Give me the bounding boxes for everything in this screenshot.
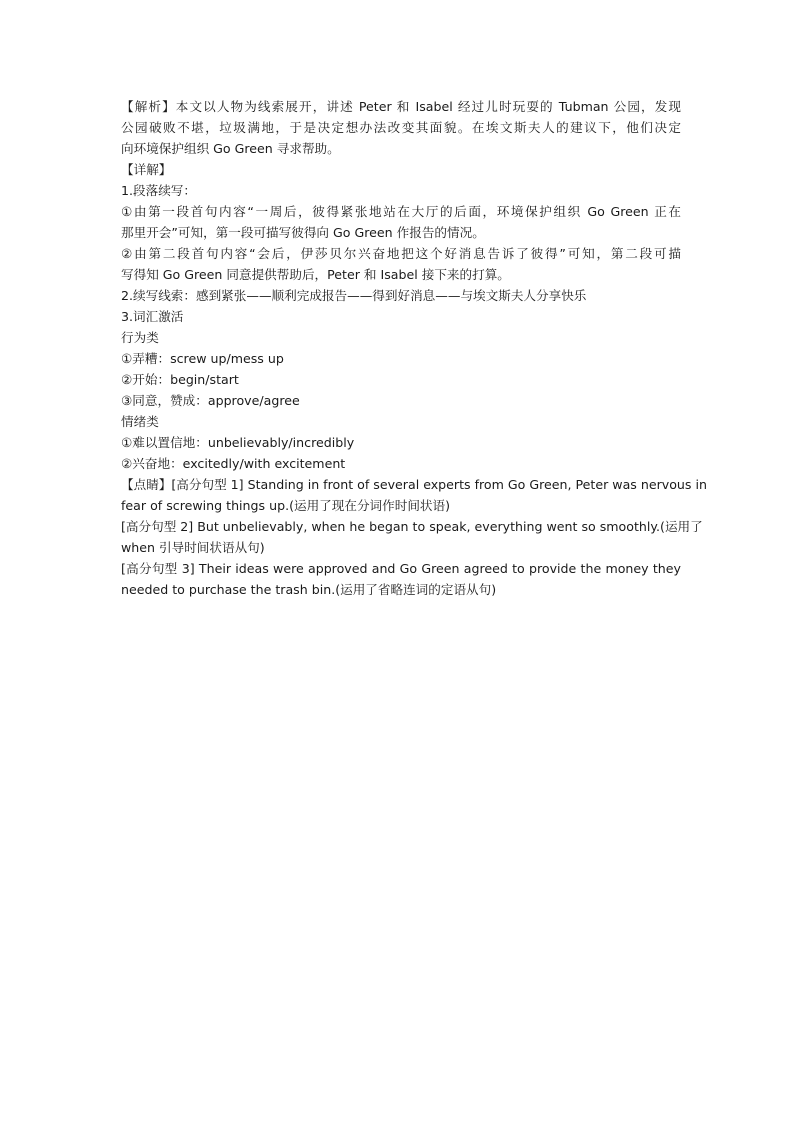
highlight-sentence-2 (121, 516, 703, 558)
highlight-line: fear of screwing things up.(运用了现在分词作时间状语) (121, 498, 451, 513)
emotion-item: ②兴奋地：excitedly/with excitement (121, 456, 346, 471)
highlight-line: [高分句型 3] Their ideas were approved and Go Green agreed to provide the money they (121, 561, 681, 576)
analysis-line: 向环境保护组织 Go Green 寻求帮助。 (121, 141, 340, 156)
emotion-title: 情绪类 (121, 414, 159, 429)
point1-line: 那里开会”可知，第一段可描写彼得向 Go Green 作报告的情况。 (121, 225, 485, 240)
behavior-item: ①弄糟：screw up/mess up (121, 351, 284, 366)
highlight-line: [高分句型 2] But unbelievably, when he began to speak, everything went so smoothly.(运用了 (121, 519, 703, 534)
section2-clues: 2.续写线索：感到紧张——顺利完成报告——得到好消息——与埃文斯夫人分享快乐 (121, 288, 587, 303)
highlight-sentence-3 (121, 558, 681, 600)
document-page (121, 96, 707, 600)
analysis-line: 【解析】本文以人物为线索展开，讲述 Peter 和 Isabel 经过儿时玩耍的 Tubman 公园，发现 (121, 99, 681, 114)
emotion-item: ①难以置信地：unbelievably/incredibly (121, 435, 355, 450)
highlight-line: needed to purchase the trash bin.(运用了省略连词的定语从句) (121, 582, 497, 597)
section3-title: 3.词汇激活 (121, 309, 184, 324)
point1-line: ①由第一段首句内容“一周后，彼得紧张地站在大厅的后面，环境保护组织 Go Green 正在 (121, 204, 681, 219)
details-heading: 【详解】 (121, 162, 172, 177)
point2-line: 写得知 Go Green 同意提供帮助后，Peter 和 Isabel 接下来的打算。 (121, 267, 510, 282)
behavior-title: 行为类 (121, 330, 159, 345)
point1-paragraph (121, 201, 681, 243)
analysis-paragraph (121, 96, 681, 159)
behavior-item: ③同意，赞成：approve/agree (121, 393, 300, 408)
point2-paragraph (121, 243, 681, 285)
point2-line: ②由第二段首句内容“会后，伊莎贝尔兴奋地把这个好消息告诉了彼得”可知，第二段可描 (121, 246, 681, 261)
analysis-line: 公园破败不堪，垃圾满地，于是决定想办法改变其面貌。在埃文斯夫人的建议下，他们决定 (121, 120, 681, 135)
behavior-item: ②开始：begin/start (121, 372, 239, 387)
highlight-sentence-1 (121, 474, 707, 516)
highlight-line: when 引导时间状语从句) (121, 540, 265, 555)
highlight-line: 【点睛】[高分句型 1] Standing in front of several experts from Go Green, Peter was nervous in (121, 477, 707, 492)
section1-title: 1.段落续写： (121, 183, 196, 198)
